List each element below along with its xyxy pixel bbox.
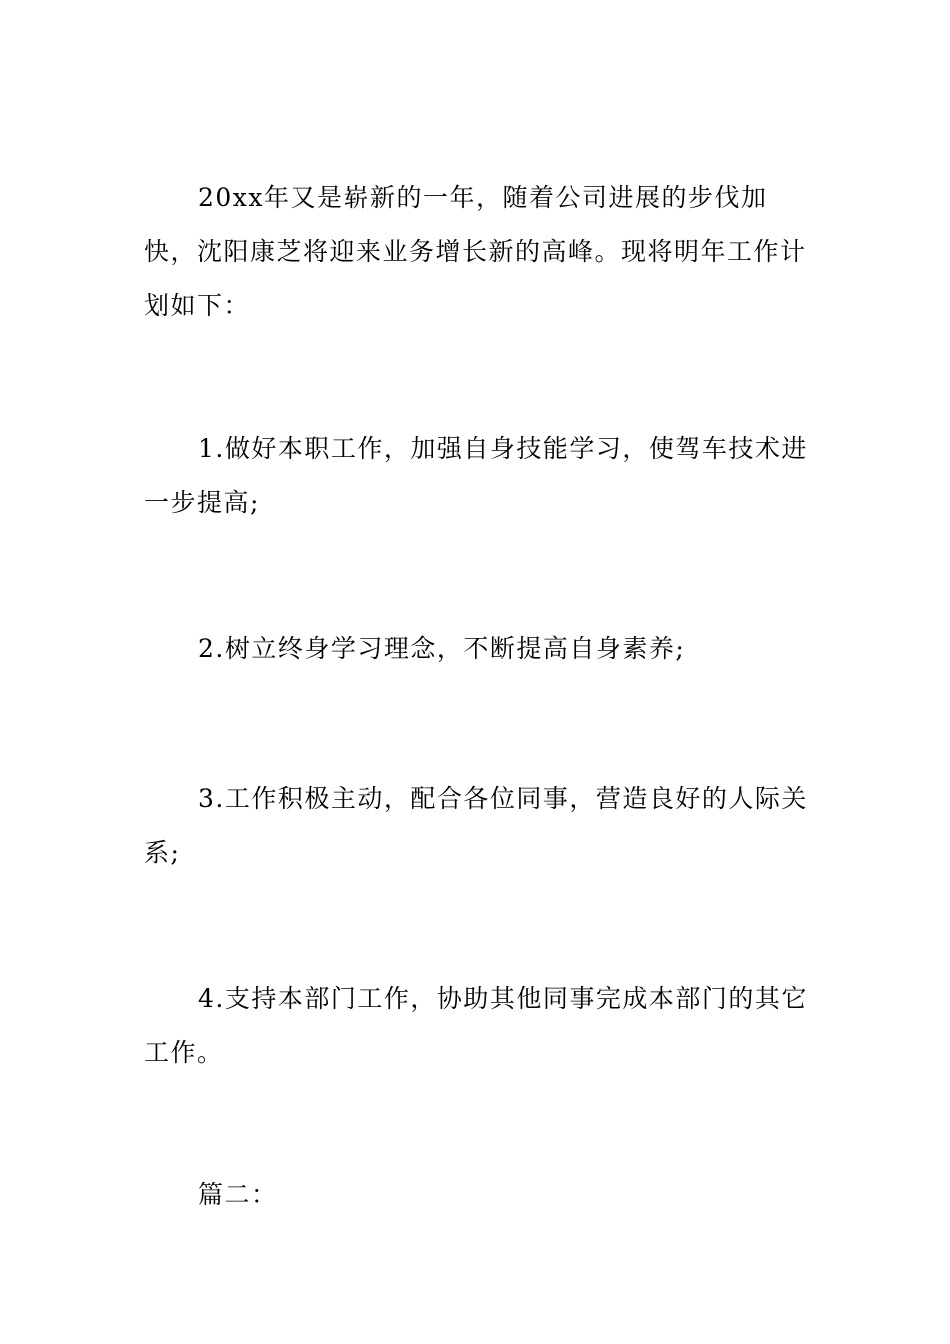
section-heading: 篇二： [198, 1180, 278, 1209]
intro-paragraph: 20xx年又是崭新的一年，随着公司进展的步伐加快，沈阳康芝将迎来业务增长新的高峰。现将明年工作计划如下： [144, 183, 807, 320]
plan-item-4: 4.支持本部门工作，协助其他同事完成本部门的其它工作。 [144, 984, 808, 1067]
plan-item-3: 3.工作积极主动，配合各位同事，营造良好的人际关系; [144, 784, 808, 867]
plan-item-1: 1.做好本职工作，加强自身技能学习，使驾车技术进一步提高; [144, 434, 808, 517]
plan-item-2: 2.树立终身学习理念，不断提高自身素养; [198, 634, 686, 663]
